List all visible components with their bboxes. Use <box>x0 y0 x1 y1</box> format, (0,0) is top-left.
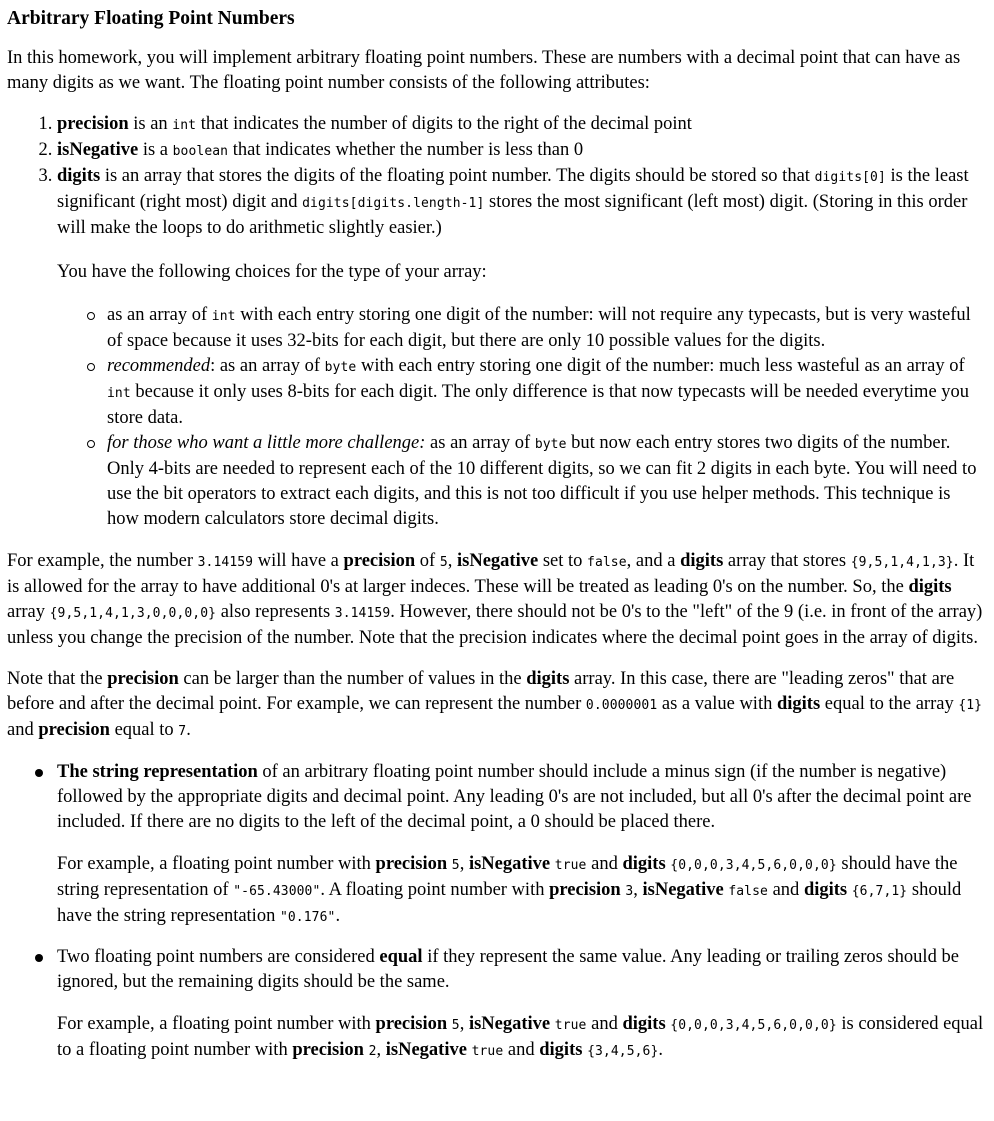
example-paragraph: For example, the number 3.14159 will have a precision of 5, isNegative set to false, and a digits array that stores {9,5,1,4,1,3}. It is allowed for the array to have additional 0's at larger indeces. These will be treated as leading 0's on the number. So, the digits array {9,5,1,4,1,3,0,0,0,0} also represents 3.14159. However, there should not be 0's to the "left" of the 9 (i.e. in front of the array) unless you change the precision of the number. Note that the precision indicates where the decimal point goes in the array of digits. <box>7 551 983 648</box>
code: digits[0] <box>814 170 886 185</box>
list-item <box>57 945 986 1064</box>
precision-note-paragraph: Note that the precision can be larger than the number of values in the digits array. In this case, there are "leading zeros" that are before and after the decimal point. For example, we can represent the number 0.0000001 as a value with digits equal to the array {1} and precision equal to 7. <box>7 669 983 740</box>
list-item: 2. isNegative is a boolean that indicates whether the number is less than 0 <box>57 138 986 164</box>
array-choices-intro: You have the following choices for the type of your array: <box>57 262 487 282</box>
attr-name: digits <box>57 166 101 186</box>
string-representation-paragraph: The string representation of an arbitrary floating point number should include a minus sign (if the number is negative) followed by the appropriate digits and decimal point. Any leading 0's are not included, but all 0's after the decimal point are included. If there are no digits to the left of the decimal point, a 0 should be placed there. <box>57 762 972 832</box>
requirements-list <box>7 760 986 1064</box>
equality-paragraph: Two floating point numbers are considered equal if they represent the same value. Any leading or trailing zeros should be ignored, but the remaining digits should be the same. <box>57 947 959 992</box>
attr-name: isNegative <box>57 140 139 160</box>
intro-paragraph: In this homework, you will implement arbitrary floating point numbers. These are numbers with a decimal point that can have as many digits as we want. The floating point number consists of the following attributes: <box>7 48 961 93</box>
code: byte <box>324 360 357 375</box>
list-item <box>57 760 986 930</box>
code: int <box>107 386 131 401</box>
code: boolean <box>172 144 229 159</box>
array-choices-list <box>57 303 986 532</box>
string-representation-example: For example, a floating point number with precision 5, isNegative true and digits {0,0,0,3,4,5,6,0,0,0} should have the string representation of "-65.43000". A floating point number with precision 3, isNegative false and digits {6,7,1} should have the string representation "0.176". <box>57 854 962 926</box>
code: int <box>211 309 236 324</box>
list-item: 3. digits is an array that stores the digits of the floating point number. The digits should be stored so that digits[0] is the least significant (right most) digit and digits[digits.length-1] stores the most significant (left most) digit. (Storing in this order will make the loops to do arithmetic slightly easier.) You have the following choices for the type of your array: as an array of int with each entry storing one digit of the number: will not require any typecasts, but is very wasteful of space because it uses 32-bits for each digit, but there are only 10 possible values for the digits. recommended: as an array of byte with each entry storing one digit of the number: much less wasteful as an array of int because it only uses 8-bits for each digit. The only difference is that now typecasts will be needed everytime you store data. for those who want a little more challenge: as an array of byte but now each entry stores two digits of the number. Only 4-bits are needed to represent each of the 10 different digits, so we can fit 2 digits in each byte. You will need to use the bit operators to extract each digits, and this is not too difficult if you use helper methods. This technique is how modern calculators store decimal digits. <box>57 164 986 532</box>
list-item: as an array of int with each entry storing one digit of the number: will not require any typecasts, but is very wasteful of space because it uses 32-bits for each digit, but there are only 10 possible values for the digits. <box>107 303 986 354</box>
list-item: 1. precision is an int that indicates the number of digits to the right of the decimal point <box>57 112 986 138</box>
attribute-list <box>7 112 986 532</box>
attr-name: precision <box>57 114 129 134</box>
code: digits[digits.length-1] <box>302 196 485 211</box>
list-item: for those who want a little more challenge: as an array of byte but now each entry stores two digits of the number. Only 4-bits are needed to represent each of the 10 different digits, so we can fit 2 digits in each byte. You will need to use the bit operators to extract each digits, and this is not too difficult if you use helper methods. This technique is how modern calculators store decimal digits. <box>107 431 986 532</box>
code: byte <box>534 437 567 452</box>
equality-example: For example, a floating point number with precision 5, isNegative true and digits {0,0,0,3,4,5,6,0,0,0} is considered equal to a floating point number with precision 2, isNegative true and digits {3,4,5,6}. <box>57 1014 984 1060</box>
page-title: Arbitrary Floating Point Numbers <box>7 8 295 29</box>
list-item: recommended: as an array of byte with each entry storing one digit of the number: much less wasteful as an array of int because it only uses 8-bits for each digit. The only difference is that now typecasts will be needed everytime you store data. <box>107 354 986 431</box>
code: int <box>172 118 197 133</box>
emphasis: recommended <box>107 356 211 376</box>
emphasis: for those who want a little more challenge: <box>107 433 426 453</box>
